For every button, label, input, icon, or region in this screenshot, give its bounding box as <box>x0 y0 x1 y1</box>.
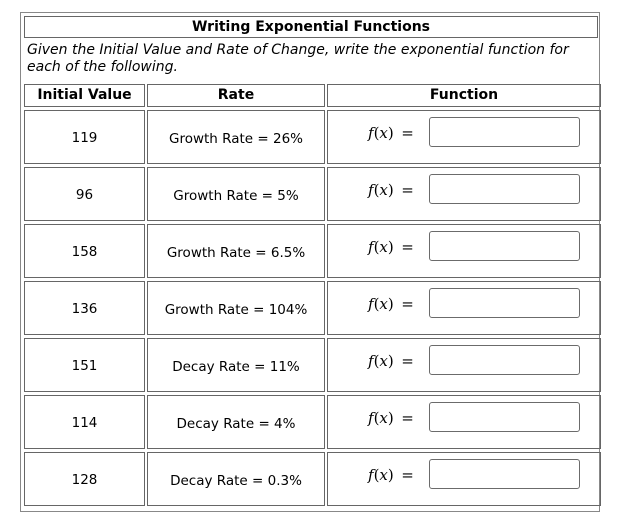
initial-value-cell <box>24 281 145 335</box>
initial-value-cell <box>24 395 145 449</box>
close-paren: ) <box>387 124 394 142</box>
open-paren: ( <box>373 181 380 199</box>
open-paren: ( <box>373 352 380 370</box>
function-answer-input[interactable] <box>429 459 580 489</box>
function-name: f <box>368 352 374 370</box>
header-function: Function <box>327 84 601 107</box>
function-cell <box>327 338 601 392</box>
initial-value-cell <box>24 338 145 392</box>
open-paren: ( <box>373 238 380 256</box>
function-variable: x <box>379 466 388 484</box>
rate-text: Decay Rate = 11% <box>172 359 300 375</box>
rate-text: Growth Rate = 104% <box>164 302 308 318</box>
close-paren: ) <box>387 181 394 199</box>
function-cell <box>327 281 601 335</box>
initial-value-cell <box>24 224 145 278</box>
open-paren: ( <box>373 124 380 142</box>
function-label <box>368 124 414 142</box>
initial-value-text: 114 <box>71 415 98 431</box>
function-variable: x <box>379 352 388 370</box>
initial-value-text: 96 <box>75 187 94 203</box>
function-name: f <box>368 181 374 199</box>
header-rate: Rate <box>147 84 325 107</box>
header-initial-value: Initial Value <box>24 84 145 107</box>
function-answer-input[interactable] <box>429 174 580 204</box>
function-variable: x <box>379 295 388 313</box>
close-paren: ) <box>387 295 394 313</box>
function-label <box>368 409 414 427</box>
rate-cell <box>147 167 325 221</box>
function-cell <box>327 452 601 506</box>
equals-sign: = <box>401 181 414 199</box>
function-answer-input[interactable] <box>429 402 580 432</box>
function-answer-input[interactable] <box>429 117 580 147</box>
function-cell <box>327 167 601 221</box>
function-cell <box>327 224 601 278</box>
equals-sign: = <box>401 238 414 256</box>
initial-value-text: 158 <box>71 244 98 260</box>
function-cell <box>327 110 601 164</box>
function-name: f <box>368 295 374 313</box>
worksheet-title: Writing Exponential Functions <box>24 16 598 38</box>
rate-text: Growth Rate = 5% <box>173 188 299 204</box>
function-label <box>368 295 414 313</box>
function-variable: x <box>379 124 388 142</box>
rate-cell <box>147 281 325 335</box>
equals-sign: = <box>401 352 414 370</box>
function-answer-input[interactable] <box>429 345 580 375</box>
function-answer-input[interactable] <box>429 231 580 261</box>
function-variable: x <box>379 409 388 427</box>
equals-sign: = <box>401 409 414 427</box>
close-paren: ) <box>387 238 394 256</box>
rate-text: Decay Rate = 4% <box>176 416 296 432</box>
rate-text: Growth Rate = 26% <box>168 131 303 147</box>
initial-value-text: 151 <box>71 358 98 374</box>
equals-sign: = <box>401 124 414 142</box>
function-name: f <box>368 124 374 142</box>
instructions-text: Given the Initial Value and Rate of Change, write the exponential function for each of the following. <box>27 42 569 75</box>
equals-sign: = <box>401 295 414 313</box>
function-label <box>368 181 414 199</box>
initial-value-cell <box>24 110 145 164</box>
rate-cell <box>147 452 325 506</box>
rate-text: Growth Rate = 6.5% <box>166 245 306 261</box>
rate-cell <box>147 110 325 164</box>
rate-text: Decay Rate = 0.3% <box>170 473 302 489</box>
function-answer-input[interactable] <box>429 288 580 318</box>
open-paren: ( <box>373 295 380 313</box>
initial-value-text: 128 <box>71 472 98 488</box>
initial-value-cell <box>24 452 145 506</box>
function-name: f <box>368 466 374 484</box>
close-paren: ) <box>387 409 394 427</box>
close-paren: ) <box>387 466 394 484</box>
function-name: f <box>368 409 374 427</box>
function-label <box>368 352 414 370</box>
open-paren: ( <box>373 466 380 484</box>
function-label <box>368 238 414 256</box>
function-name: f <box>368 238 374 256</box>
function-variable: x <box>379 238 388 256</box>
rate-cell <box>147 338 325 392</box>
initial-value-text: 136 <box>71 301 98 317</box>
close-paren: ) <box>387 352 394 370</box>
function-variable: x <box>379 181 388 199</box>
rate-cell <box>147 224 325 278</box>
rate-cell <box>147 395 325 449</box>
function-cell <box>327 395 601 449</box>
initial-value-text: 119 <box>71 130 98 146</box>
open-paren: ( <box>373 409 380 427</box>
function-label <box>368 466 414 484</box>
equals-sign: = <box>401 466 414 484</box>
worksheet-frame <box>20 12 600 512</box>
initial-value-cell <box>24 167 145 221</box>
